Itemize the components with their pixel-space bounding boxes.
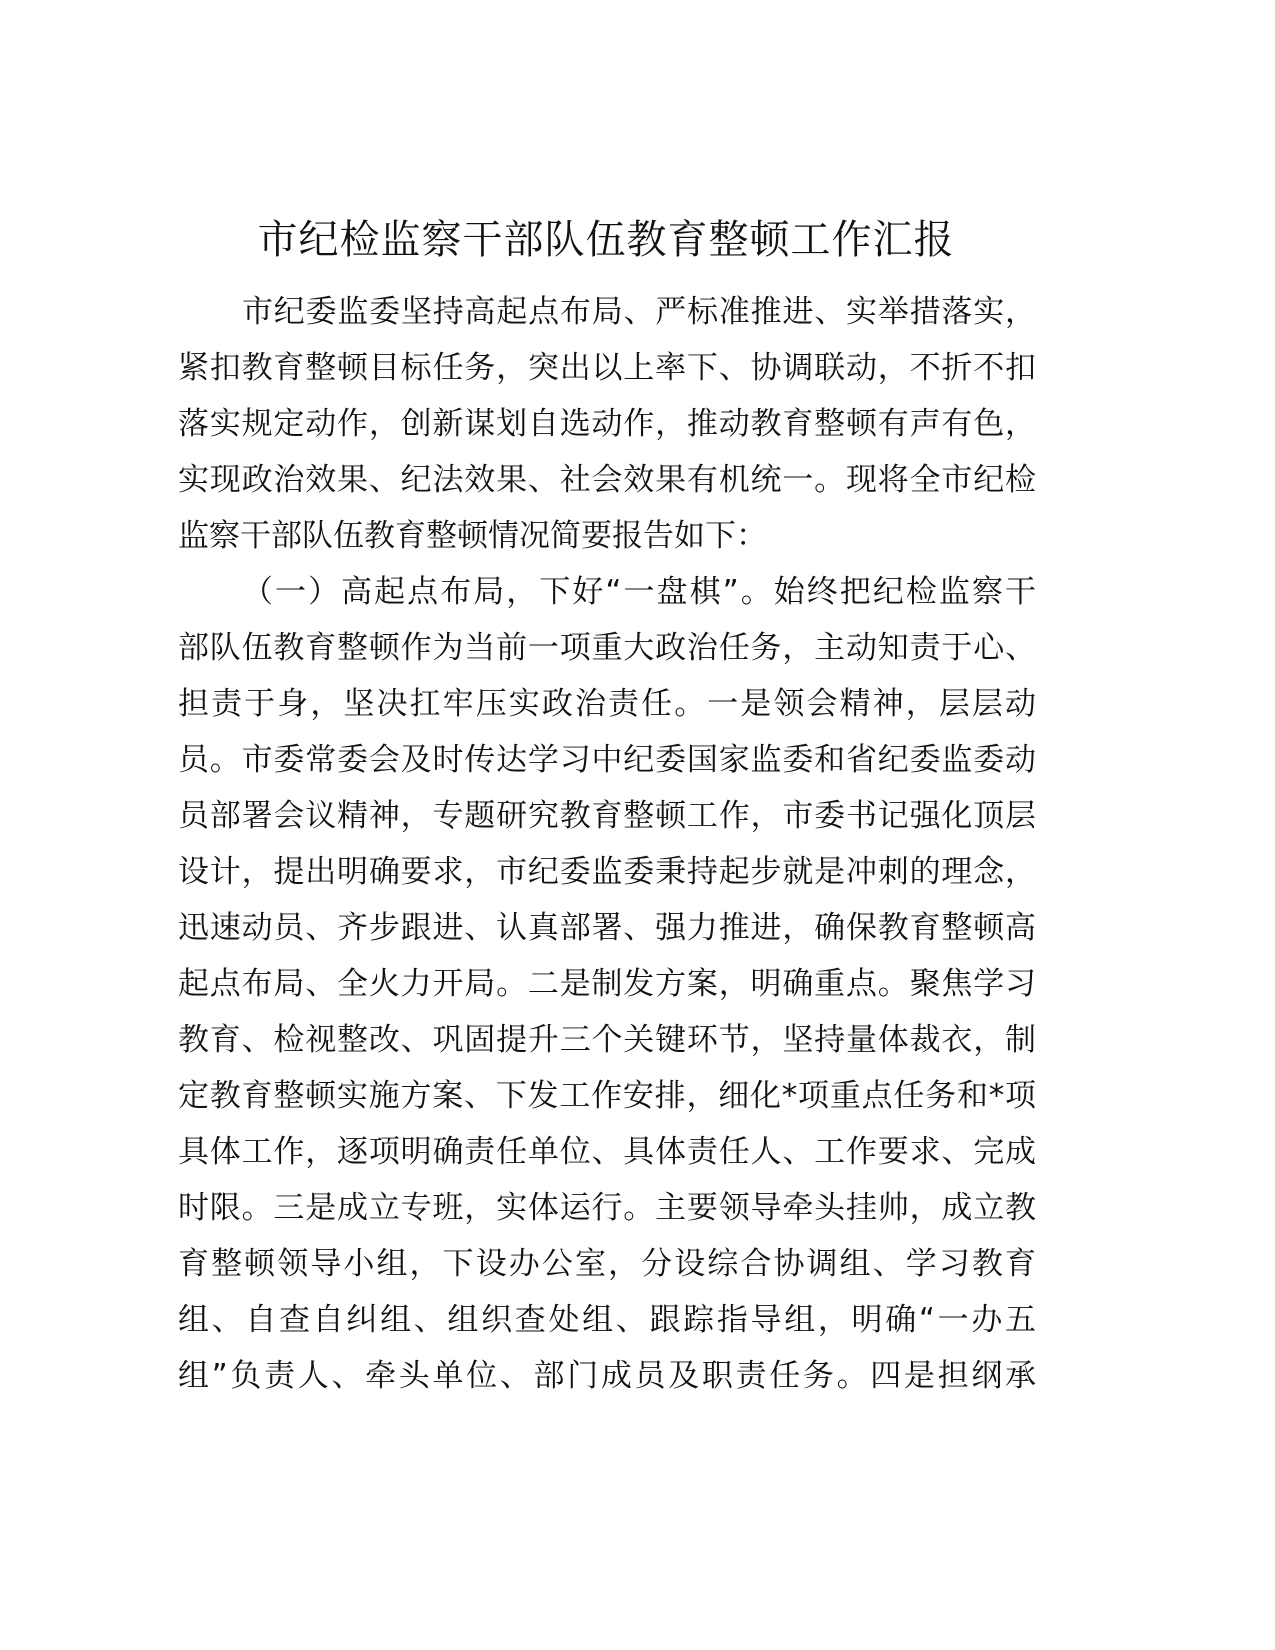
text-line: 组、自查自纠组、组织查处组、跟踪指导组，明确“一办五 xyxy=(178,1302,1036,1338)
text-line: 起点布局、全火力开局。二是制发方案，明确重点。聚焦学习 xyxy=(178,966,1036,1002)
text-line: 定教育整顿实施方案、下发工作安排，细化*项重点任务和*项 xyxy=(178,1078,1036,1114)
paragraph-intro xyxy=(178,284,1036,564)
paragraph-section-1 xyxy=(178,564,1036,1404)
text-line: 监察干部队伍教育整顿情况简要报告如下： xyxy=(178,518,767,554)
text-line: 员部署会议精神，专题研究教育整顿工作，市委书记强化顶层 xyxy=(178,798,1036,834)
text-line: 设计，提出明确要求，市纪委监委秉持起步就是冲刺的理念， xyxy=(178,854,1036,890)
text-line: 部队伍教育整顿作为当前一项重大政治任务，主动知责于心、 xyxy=(178,630,1036,666)
text-line: 市纪委监委坚持高起点布局、严标准推进、实举措落实， xyxy=(242,294,1036,330)
text-line: 实现政治效果、纪法效果、社会效果有机统一。现将全市纪检 xyxy=(178,462,1036,498)
text-line: 员。市委常委会及时传达学习中纪委国家监委和省纪委监委动 xyxy=(178,742,1036,778)
text-line: 具体工作，逐项明确责任单位、具体责任人、工作要求、完成 xyxy=(178,1134,1036,1170)
text-line: 时限。三是成立专班，实体运行。主要领导牵头挂帅，成立教 xyxy=(178,1190,1036,1226)
text-line: 组”负责人、牵头单位、部门成员及职责任务。四是担纲承 xyxy=(178,1358,1036,1394)
document-title: 市纪检监察干部队伍教育整顿工作汇报 xyxy=(257,217,955,263)
document-body xyxy=(178,284,1036,1404)
text-line: 教育、检视整改、巩固提升三个关键环节，坚持量体裁衣，制 xyxy=(178,1022,1036,1058)
text-line: （一）高起点布局，下好“一盘棋”。始终把纪检监察干 xyxy=(242,574,1036,610)
text-line: 担责于身，坚决扛牢压实政治责任。一是领会精神，层层动 xyxy=(178,686,1036,722)
text-line: 迅速动员、齐步跟进、认真部署、强力推进，确保教育整顿高 xyxy=(178,910,1036,946)
text-line: 育整顿领导小组，下设办公室，分设综合协调组、学习教育 xyxy=(178,1246,1036,1282)
text-line: 紧扣教育整顿目标任务，突出以上率下、协调联动，不折不扣 xyxy=(178,350,1036,386)
text-line: 落实规定动作，创新谋划自选动作，推动教育整顿有声有色， xyxy=(178,406,1036,442)
